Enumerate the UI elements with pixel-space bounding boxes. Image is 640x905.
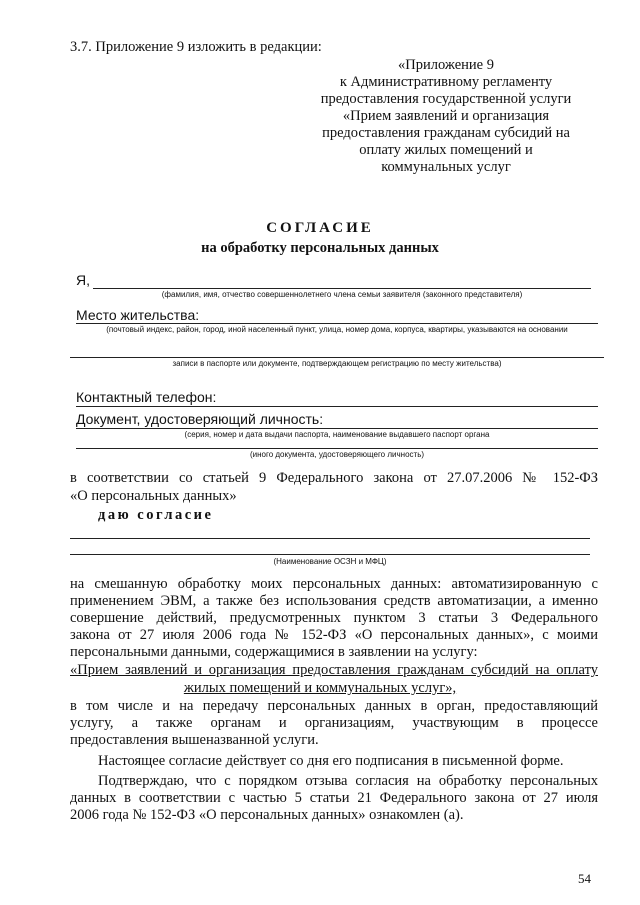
processing-paragraph [70,576,598,661]
paragraph-line: услугу, а также органам и организациям, участвующим в процессе [70,715,598,731]
paragraph-line: применением ЭВМ, а также без использования средств автоматизации, а именно [70,593,598,609]
appendix-line: коммунальных услуг [381,159,511,175]
document-title: СОГЛАСИЕ [266,220,374,236]
document-subtitle: на обработку персональных данных [201,240,439,256]
appendix-line: к Административному регламенту [339,74,553,90]
paragraph-line: в том числе и на передачу персональных данных в орган, предоставляющий [70,698,598,714]
paragraph-line: на смешанную обработку моих персональных данных: автоматизированную с [70,576,598,592]
paragraph-line: предоставления вышеназванной услуги. [70,732,319,748]
id-document-caption-2: (иного документа, удостоверяющего личность) [249,450,425,459]
service-name-continued: жилых помещений и коммунальных услуг», [183,680,457,696]
service-name: «Прием заявлений и организация предоставления гражданам субсидий на оплату [70,662,598,678]
transfer-paragraph [70,698,598,749]
validity-paragraph: Настоящее согласие действует со дня его подписания в письменной форме. [98,753,564,769]
consent-phrase: даю согласие [98,507,214,523]
appendix-line: оплату жилых помещений и [359,142,533,158]
paragraph-line: Подтверждаю, что с порядком отзыва согласия на обработку персональных [98,773,598,789]
acknowledgement-paragraph [70,773,598,824]
page-number: 54 [578,871,591,886]
paragraph-line: совершение действий, предусмотренных пунктом 3 статьи 3 Федерального [70,610,598,626]
residence-label: Место жительства: [76,307,200,323]
id-document-field-line[interactable] [76,428,598,429]
paragraph-line: данных в соответствии с частью 5 статьи 21 Федерального закона от 27 июля [70,790,598,806]
name-field-caption: (фамилия, имя, отчество совершеннолетнего члена семьи заявителя (законного представителя) [161,290,523,299]
appendix-line: «Прием заявлений и организация [342,108,550,124]
paragraph-line: закона от 27 июля 2006 года № 152-ФЗ «О персональных данных», с моими [70,627,598,643]
law-reference: в соответствии со статьей 9 Федерального закона от 27.07.2006 № 152-ФЗ [70,470,598,486]
amendment-instruction: 3.7. Приложение 9 изложить в редакции: [70,39,322,55]
organization-caption: (Наименование ОСЗН и МФЦ) [273,557,387,566]
residence-field-line[interactable] [76,323,598,324]
name-field-line[interactable] [93,288,591,289]
paragraph-line: персональными данными, содержащимися в заявлении на услугу: [70,644,478,660]
paragraph-line: 2006 года № 152-ФЗ «О персональных данных» ознакомлен (а). [70,807,464,823]
organization-field-line[interactable] [70,538,590,539]
phone-field-line[interactable] [76,406,598,407]
organization-field-line-2[interactable] [70,554,590,555]
id-document-field-line-2[interactable] [76,448,598,449]
law-reference-name: «О персональных данных» [70,488,237,504]
appendix-line: предоставления государственной услуги [320,91,572,107]
ya-label: Я, [76,272,90,288]
residence-caption: (почтовый индекс, район, город, иной населенный пункт, улица, номер дома, корпуса, квартиры, указываются на основании [106,325,568,334]
appendix-line: «Приложение 9 [398,57,494,73]
appendix-heading [296,57,596,176]
residence-field-line-2[interactable] [70,357,604,358]
id-document-caption: (серия, номер и дата выдачи паспорта, наименование выдавшего паспорт органа [184,430,490,439]
residence-caption-2: записи в паспорте или документе, подтверждающем регистрацию по месту жительства) [172,359,502,368]
id-document-label: Документ, удостоверяющий личность: [76,411,324,427]
phone-label: Контактный телефон: [76,389,217,405]
appendix-line: предоставления гражданам субсидий на [322,125,570,141]
